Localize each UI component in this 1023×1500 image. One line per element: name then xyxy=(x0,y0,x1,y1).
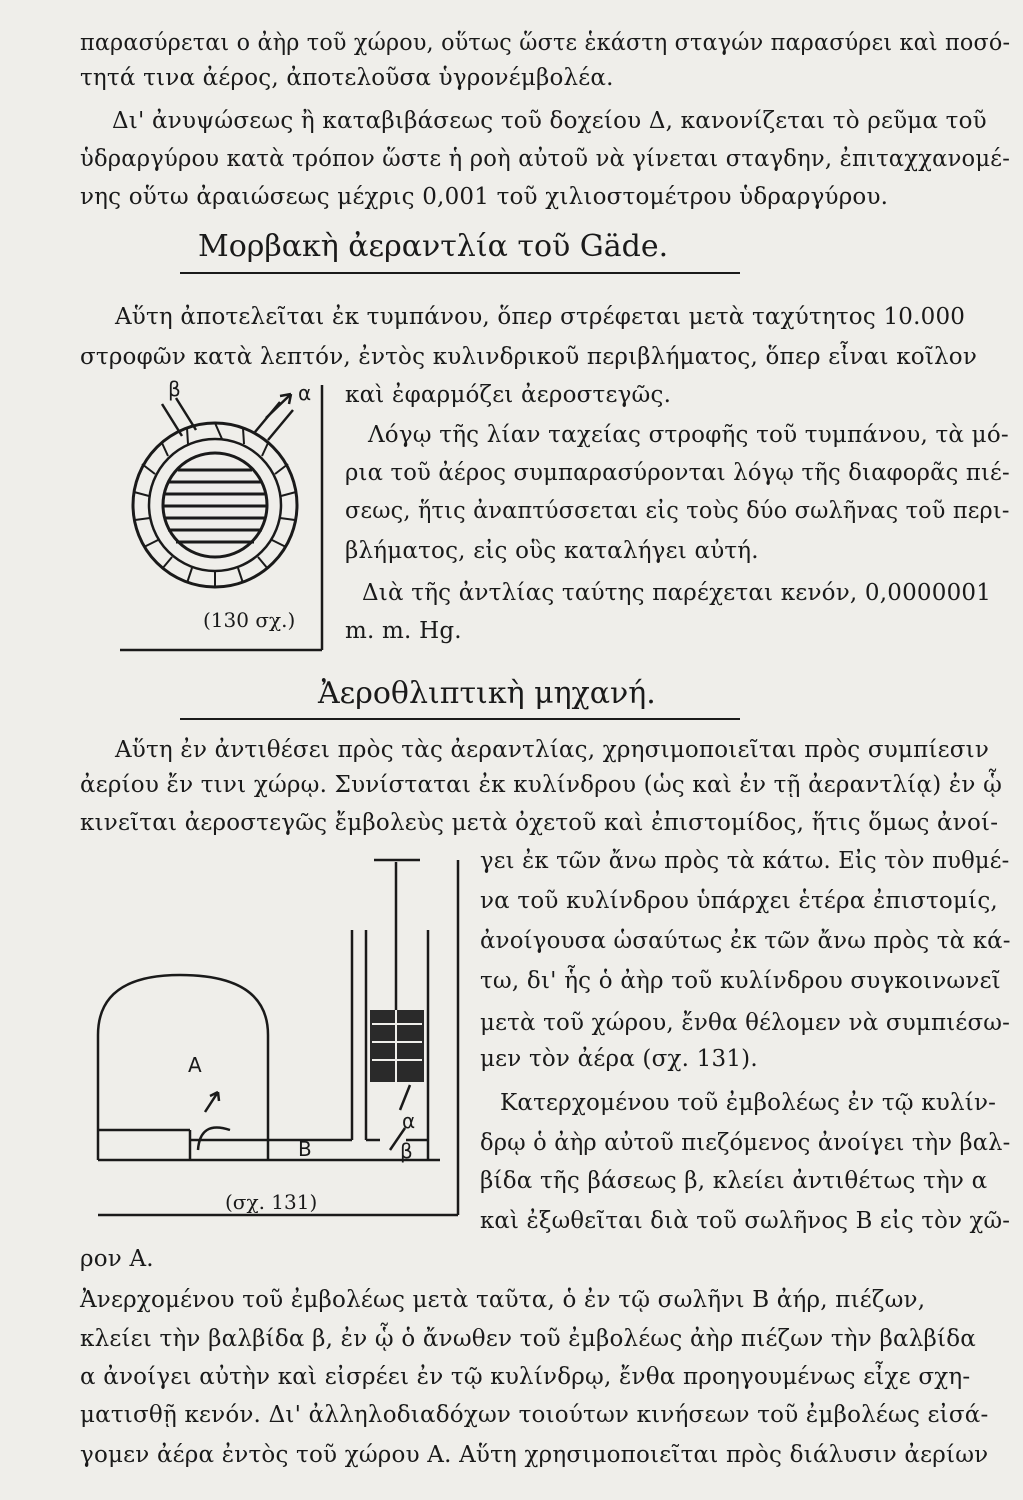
section-heading: Ἀεροθλιπτικὴ μηχανή. xyxy=(318,676,656,711)
text-line: κλείει τὴν βαλβίδα β, ἐν ᾧ ὁ ἄνωθεν τοῦ ἐμβολέως ἀὴρ πιέζων τὴν βαλβίδα xyxy=(80,1326,976,1352)
label-b: β xyxy=(168,377,181,401)
section-heading: Μορβακὴ ἀεραντλία τοῦ Gäde. xyxy=(198,229,669,264)
text-line: Δι' ἀνυψώσεως ἢ καταβιβάσεως τοῦ δοχείου Δ, κανονίζεται τὸ ρεῦμα τοῦ xyxy=(112,108,987,134)
text-line: ρον Α. xyxy=(80,1246,154,1272)
text-line: να τοῦ κυλίνδρου ὑπάρχει ἑτέρα ἐπιστομίς, xyxy=(480,888,998,914)
text-line: Λόγῳ τῆς λίαν ταχείας στροφῆς τοῦ τυμπάνου, τὰ μό- xyxy=(368,422,1009,448)
text-line: γομεν ἀέρα ἐντὸς τοῦ χώρου Α. Αὕτη χρησιμοποιεῖται πρὸς διάλυσιν ἀερίων xyxy=(80,1442,989,1468)
text-line: σεως, ἥτις ἀναπτύσσεται εἰς τοὺς δύο σωλῆνας τοῦ περι- xyxy=(345,498,1010,524)
figure-caption: (130 σχ.) xyxy=(203,608,296,632)
text-line: μεν τὸν ἀέρα (σχ. 131). xyxy=(480,1046,758,1072)
text-line: Αὕτη ἀποτελεῖται ἐκ τυμπάνου, ὅπερ στρέφεται μετὰ ταχύτητος 10.000 xyxy=(115,304,966,330)
figure-caption: (σχ. 131) xyxy=(225,1190,318,1214)
label-a: α xyxy=(298,381,312,405)
text-line: Διὰ τῆς ἀντλίας ταύτης παρέχεται κενόν, 0,0000001 xyxy=(362,580,992,606)
text-line: ἀνοίγουσα ὡσαύτως ἐκ τῶν ἄνω πρὸς τὰ κά- xyxy=(480,928,1011,954)
text-line: βλήματος, εἰς οὓς καταλήγει αὐτή. xyxy=(345,538,759,564)
text-line: καὶ ἐφαρμόζει ἀεροστεγῶς. xyxy=(345,382,672,408)
label-b: β xyxy=(400,1139,413,1163)
text-line: Κατερχομένου τοῦ ἐμβολέως ἐν τῷ κυλίν- xyxy=(500,1090,997,1116)
text-line: κινεῖται ἀεροστεγῶς ἔμβολεὺς μετὰ ὀχετοῦ καὶ ἐπιστομίδος, ἥτις ὅμως ἀνοί- xyxy=(80,810,999,836)
text-line: τητά τινα ἀέρος, ἀποτελοῦσα ὑγρονέμβολέα. xyxy=(80,65,614,91)
text-line: ματισθῇ κενόν. Δι' ἀλληλοδιαδόχων τοιούτων κινήσεων τοῦ ἐμβολέως εἰσά- xyxy=(80,1402,989,1428)
text-line: ρια τοῦ ἀέρος συμπαρασύρονται λόγῳ τῆς διαφορᾶς πιέ- xyxy=(345,460,1010,486)
text-line: ἀερίου ἔν τινι χώρῳ. Συνίσταται ἐκ κυλίνδρου (ὡς καὶ ἐν τῇ ἀεραντλίᾳ) ἐν ᾧ xyxy=(80,772,1003,798)
text-line: τω, δι' ἧς ὁ ἀὴρ τοῦ κυλίνδρου συγκοινωνεῖ xyxy=(480,968,1001,994)
label-a: α xyxy=(402,1109,416,1133)
text-line: βίδα τῆς βάσεως β, κλείει ἀντιθέτως τὴν α xyxy=(480,1168,988,1194)
text-line: α ἀνοίγει αὐτὴν καὶ εἰσρέει ἐν τῷ κυλίνδρῳ, ἔνθα προηγουμένως εἶχε σχη- xyxy=(80,1364,971,1390)
text-line: μετὰ τοῦ χώρου, ἔνθα θέλομεν νὰ συμπιέσω- xyxy=(480,1010,1011,1036)
text-line: νης οὕτω ἀραιώσεως μέχρις 0,001 τοῦ χιλιοστομέτρου ὑδραργύρου. xyxy=(80,184,889,210)
text-line: γει ἐκ τῶν ἄνω πρὸς τὰ κάτω. Εἰς τὸν πυθμέ- xyxy=(480,848,1010,874)
text-line: παρασύρεται ο ἀὴρ τοῦ χώρου, οὕτως ὥστε ἑκάστη σταγών παρασύρει καὶ ποσό- xyxy=(80,30,1011,56)
text-line: Αὕτη ἐν ἀντιθέσει πρὸς τὰς ἀεραντλίας, χρησιμοποιεῖται πρὸς συμπίεσιν xyxy=(115,737,990,763)
text-line: δρῳ ὁ ἀὴρ αὐτοῦ πιεζόμενος ἀνοίγει τὴν βαλ- xyxy=(480,1130,1011,1156)
label-A: A xyxy=(188,1053,202,1077)
text-line: Ἀνερχομένου τοῦ ἐμβολέως μετὰ ταῦτα, ὁ ἐν τῷ σωλῆνι Β ἀήρ, πιέζων, xyxy=(80,1287,926,1313)
text-line: m. m. Hg. xyxy=(345,618,462,644)
text-line: καὶ ἐξωθεῖται διὰ τοῦ σωλῆνος Β εἰς τὸν χῶ- xyxy=(480,1208,1011,1234)
text-line: ὑδραργύρου κατὰ τρόπον ὥστε ἡ ροὴ αὐτοῦ νὰ γίνεται σταγδην, ἐπιταχχανομέ- xyxy=(80,146,1011,172)
text-line: στροφῶν κατὰ λεπτόν, ἐντὸς κυλινδρικοῦ περιβλήματος, ὅπερ εἶναι κοῖλον xyxy=(80,344,978,370)
label-B: B xyxy=(298,1137,312,1161)
